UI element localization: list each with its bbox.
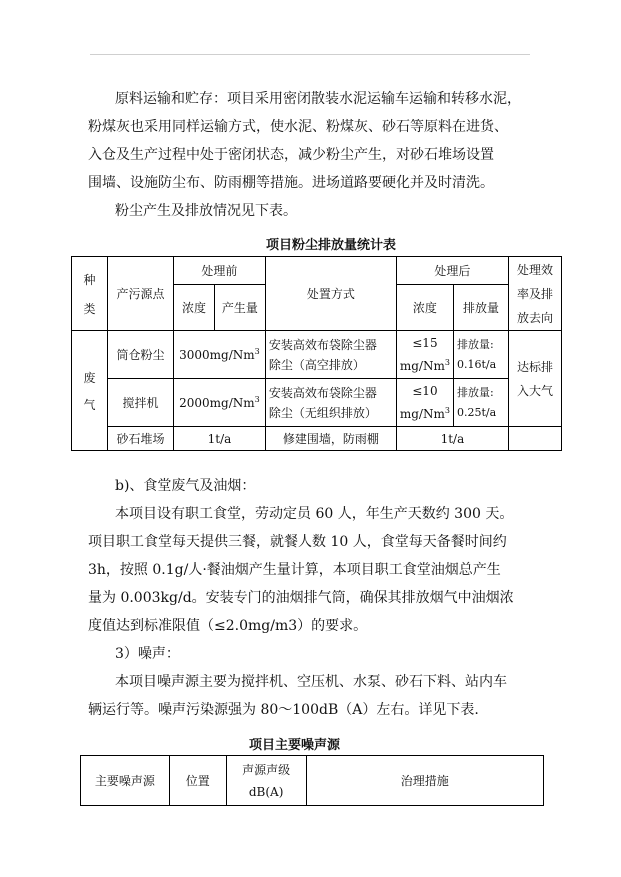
row2-emission: 排放量: 0.25t/a: [453, 379, 508, 427]
header-before: 处理前: [173, 257, 265, 285]
text-line: 围墙、设施防尘布、防雨棚等措施。进场道路要硬化并及时清洗。: [88, 175, 494, 191]
row1-conc-after: ≤15 mg/Nm$^3$: [396, 331, 453, 379]
row3-after: 1t/a: [396, 427, 508, 451]
header-source: 产污源点: [107, 257, 173, 331]
text-line: 粉煤灰也采用同样运输方式，使水泥、粉煤灰、砂石等原料在进货、: [88, 119, 508, 135]
row1-emission: 排放量: 0.16t/a: [453, 331, 508, 379]
header-method: 处置方式: [265, 257, 396, 331]
header-type: 种 类: [72, 257, 108, 331]
paragraph-raw-material: [88, 85, 548, 225]
dust-emission-table: [71, 256, 562, 451]
header-treatment: 治理措施: [306, 756, 543, 806]
header-noise-source: 主要噪声源: [81, 756, 170, 806]
row3-fate-empty: [508, 427, 561, 451]
row1-method: 安装高效布袋除尘器 除尘（高空排放）: [265, 331, 396, 379]
row1-before: 3000mg/Nm$^3$: [173, 331, 265, 379]
header-efficiency: 处理效 率及排 放去向: [508, 257, 561, 331]
noise-source-table: [80, 755, 544, 806]
text-line: 3h，按照 0.1g/人·餐油烟产生量计算，本项目职工食堂油烟总产生: [88, 562, 501, 578]
text-line: 度值达到标准限值（≤2.0mg/m3）的要求。: [88, 618, 368, 634]
row2-method: 安装高效布袋除尘器 除尘（无组织排放）: [265, 379, 396, 427]
row2-before: 2000mg/Nm$^3$: [173, 379, 265, 427]
paragraph-canteen: [88, 472, 548, 724]
text-line: 本项目设有职工食堂，劳动定员 60 人，年生产天数约 300 天。: [115, 506, 514, 522]
row2-conc-after: ≤10 mg/Nm$^3$: [396, 379, 453, 427]
text-line: 项目职工食堂每天提供三餐，就餐人数 10 人，食堂每天备餐时间约: [88, 534, 507, 550]
text-line: 入仓及生产过程中处于密闭状态，减少粉尘产生，对砂石堆场设置: [88, 147, 494, 163]
header-conc-before: 浓度: [173, 285, 214, 331]
row3-source: 砂石堆场: [107, 427, 173, 451]
section-heading: 3）噪声：: [115, 646, 180, 662]
text-line: 本项目噪声源主要为搅拌机、空压机、水泵、砂石下料、站内车: [115, 674, 507, 690]
header-production: 产生量: [214, 285, 265, 331]
row2-source: 搅拌机: [107, 379, 173, 427]
section-heading: b)、食堂废气及油烟：: [115, 478, 256, 494]
header-conc-after: 浓度: [396, 285, 453, 331]
table2-title: 项目主要噪声源: [249, 738, 341, 753]
header-location: 位置: [169, 756, 226, 806]
header-emission: 排放量: [453, 285, 508, 331]
row3-before: 1t/a: [173, 427, 265, 451]
header-rule: [90, 54, 530, 55]
type-exhaust: 废 气: [72, 331, 108, 451]
header-sound-level: 声源声级 dB(A): [226, 756, 306, 806]
header-after: 处理后: [396, 257, 508, 285]
text-line: 粉尘产生及排放情况见下表。: [115, 203, 297, 219]
text-line: 量为 0.003kg/d。安装专门的油烟排气筒，确保其排放烟气中油烟浓: [88, 590, 514, 606]
fate: 达标排 入大气: [508, 331, 561, 427]
table1-title: 项目粉尘排放量统计表: [266, 238, 397, 253]
text-line: 辆运行等。噪声污染源强为 80～100dB（A）左右。详见下表.: [88, 702, 479, 718]
text-line: 原料运输和贮存：项目采用密闭散装水泥运输车运输和转移水泥，: [115, 91, 521, 107]
row3-method: 修建围墙，防雨棚: [265, 427, 396, 451]
row1-source: 筒仓粉尘: [107, 331, 173, 379]
